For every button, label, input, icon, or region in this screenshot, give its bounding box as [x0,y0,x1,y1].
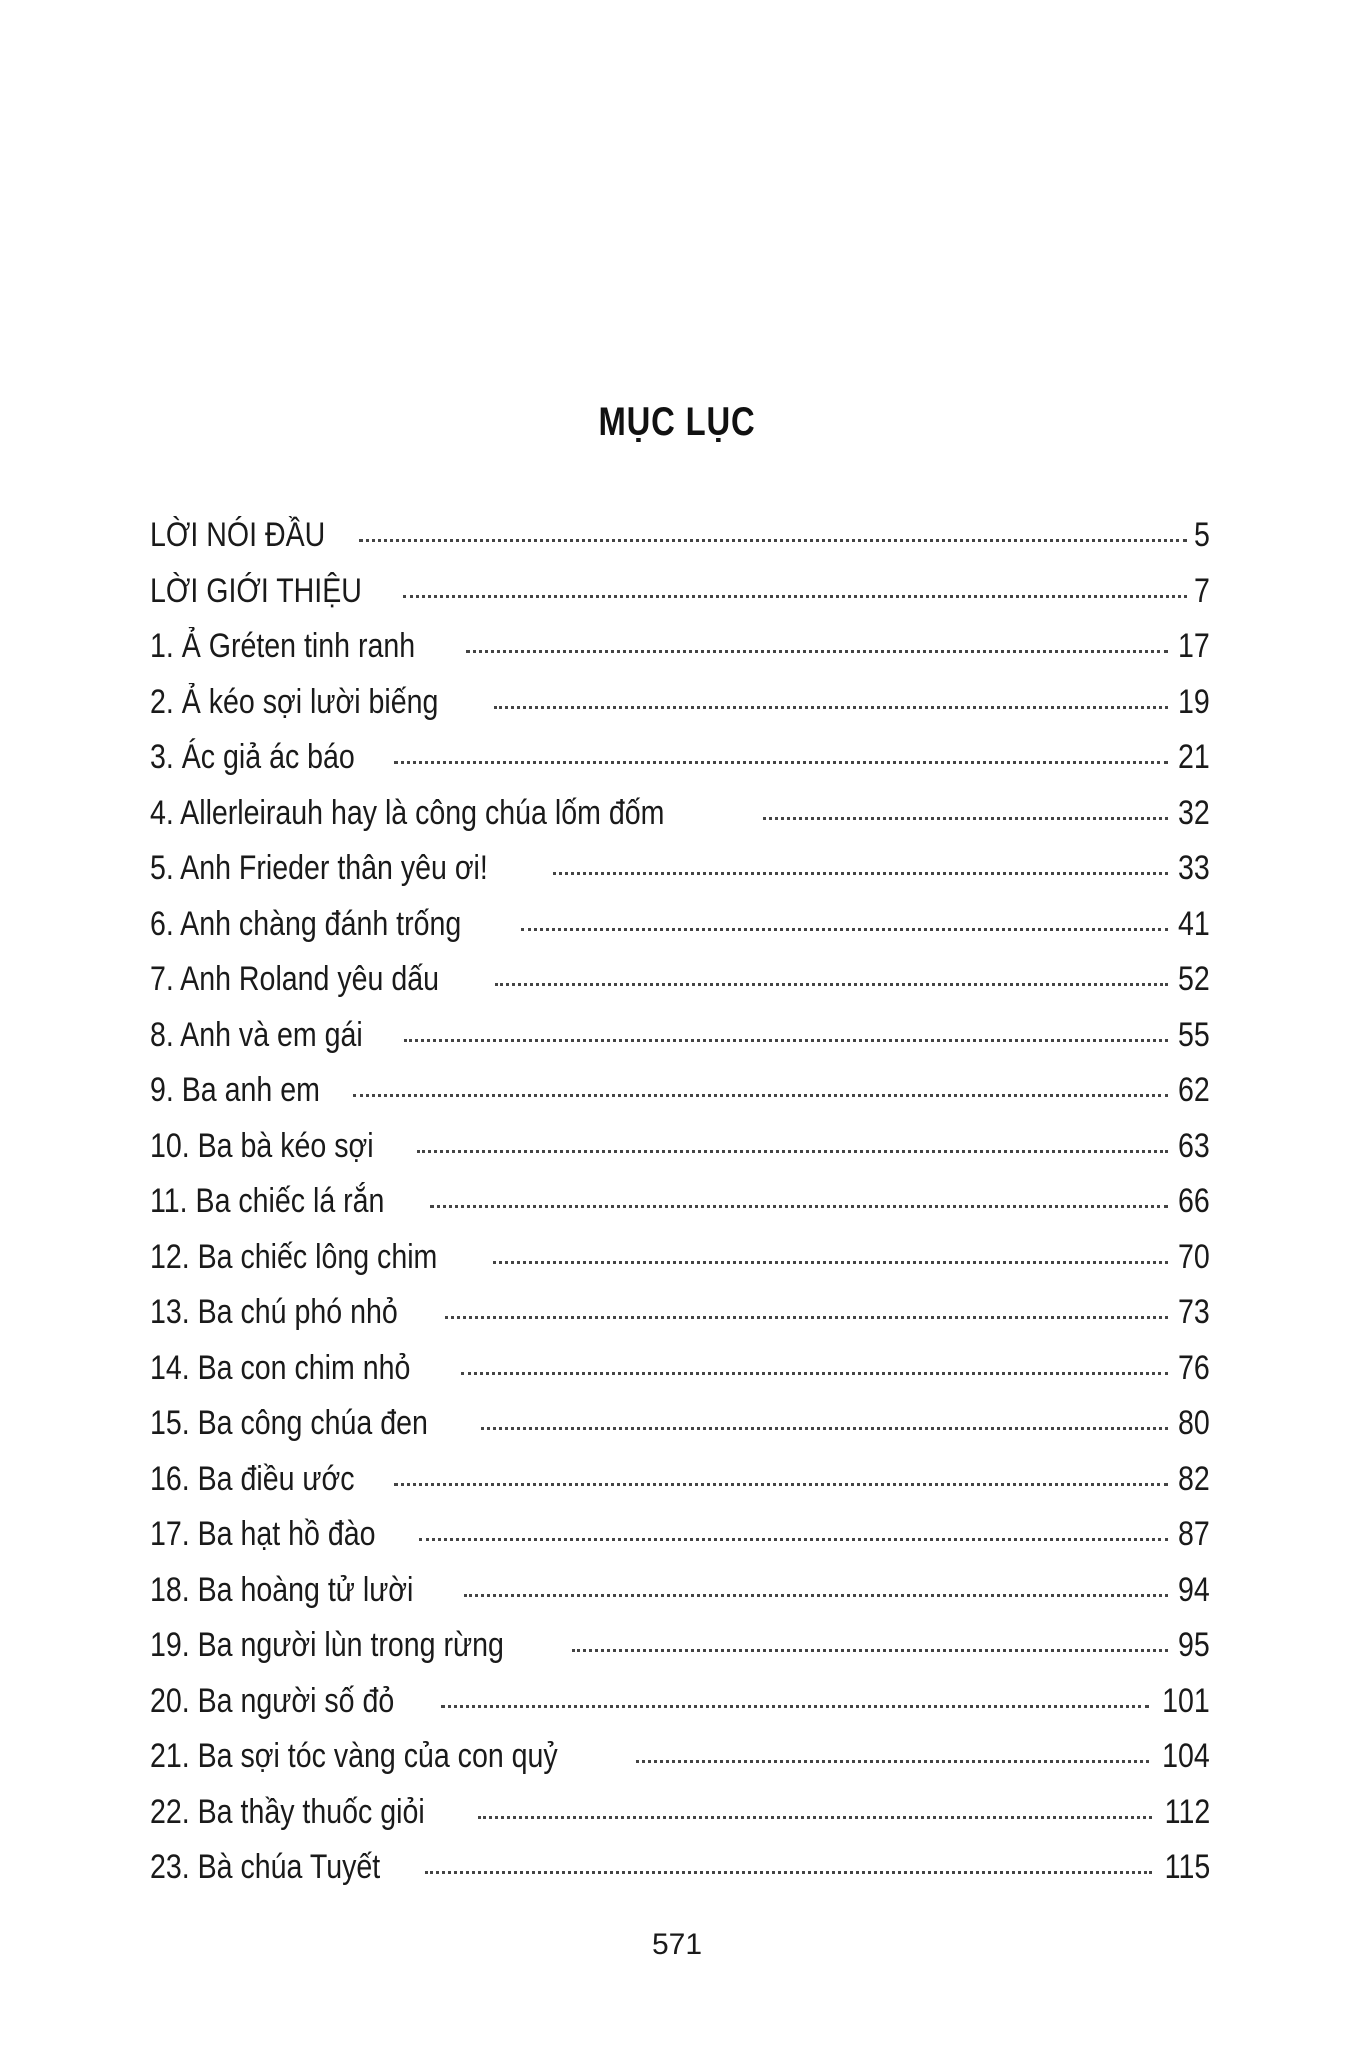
toc-entry-title-wrap [150,1063,347,1119]
toc-entry [150,841,1210,897]
toc-entry-title-wrap [150,619,460,675]
toc-entry-title-wrap [150,1618,566,1674]
toc-entry-page: 76 [1178,1348,1210,1387]
toc-entry-page: 112 [1164,1792,1210,1831]
toc-entry [150,786,1210,842]
toc-entry-page: 55 [1178,1015,1210,1054]
toc-entry-title: 10. Ba bà kéo sợi [150,1126,374,1165]
toc-entry-page: 21 [1178,738,1210,776]
toc-entry-title: 19. Ba người lùn trong rừng [150,1626,504,1664]
page-title: MỤC LỤC [598,400,756,444]
dot-leader [419,1538,1168,1541]
dot-leader [494,706,1168,709]
toc-entry-title-wrap [150,564,397,620]
toc-entry-title: 9. Ba anh em [150,1071,320,1109]
toc-entry [150,952,1210,1008]
toc-entry-page: 62 [1178,1071,1210,1109]
toc-entry-title: 6. Anh chàng đánh trống [150,904,462,943]
toc-entry-title: 3. Ác giả ác báo [150,738,355,776]
dot-leader [572,1649,1168,1652]
toc-entry-title: LỜI NÓI ĐẦU [150,516,326,554]
toc-entry-title-wrap [150,1174,424,1230]
toc-entry-page: 63 [1178,1126,1210,1165]
toc-entry-title: 21. Ba sợi tóc vàng của con quỷ [150,1737,558,1775]
table-of-contents [150,508,1210,1896]
dot-leader [461,1372,1169,1375]
toc-entry-page: 17 [1178,627,1210,665]
toc-entry [150,1396,1210,1452]
toc-entry-title-wrap [150,1674,435,1730]
toc-entry-title: 4. Allerleirauh hay là công chúa lốm đốm [150,793,665,832]
dot-leader [493,1261,1169,1264]
dot-leader [466,650,1168,653]
toc-entry-title-wrap [150,1008,398,1064]
toc-entry-title-wrap [150,675,488,731]
toc-entry [150,675,1210,731]
dot-leader [445,1316,1168,1319]
toc-entry-title: 11. Ba chiếc lá rắn [150,1182,385,1220]
toc-entry [150,1452,1210,1508]
dot-leader [403,595,1187,598]
toc-entry-title-wrap [150,1285,439,1341]
toc-entry-title: 13. Ba chú phó nhỏ [150,1293,398,1331]
toc-entry-title-wrap [150,1341,455,1397]
page-number: 571 [651,1928,703,1961]
toc-entry-title: 22. Ba thầy thuốc giỏi [150,1792,425,1831]
toc-entry-page: 32 [1178,793,1210,832]
dot-leader [441,1705,1149,1708]
toc-entry-title: 12. Ba chiếc lông chim [150,1237,438,1276]
dot-leader [636,1760,1149,1763]
toc-entry-page: 115 [1164,1848,1210,1886]
toc-entry-page: 19 [1178,682,1210,721]
toc-entry-title: 5. Anh Frieder thân yêu ơi! [150,849,488,887]
dot-leader [553,872,1168,875]
toc-entry-page: 101 [1162,1681,1210,1720]
toc-entry-title: 7. Anh Roland yêu dấu [150,960,440,998]
toc-entry-page: 95 [1178,1626,1210,1664]
toc-entry-page: 66 [1178,1182,1210,1220]
dot-leader [763,817,1168,820]
toc-entry [150,1230,1210,1286]
toc-entry [150,1119,1210,1175]
dot-leader [394,1483,1168,1486]
dot-leader [404,1039,1168,1042]
toc-entry [150,897,1210,953]
toc-entry-title: 1. Ả Gréten tinh ranh [150,627,416,665]
toc-entry-title: 2. Ả kéo sợi lười biếng [150,682,439,721]
toc-entry-title-wrap [150,952,489,1008]
toc-entry-title-wrap [150,841,547,897]
dot-leader [478,1816,1152,1819]
toc-entry [150,564,1210,620]
toc-entry [150,1507,1210,1563]
toc-entry-page: 104 [1162,1737,1210,1775]
toc-entry [150,1674,1210,1730]
toc-entry-title: 23. Bà chúa Tuyết [150,1848,381,1886]
toc-entry [150,1285,1210,1341]
toc-entry [150,1729,1210,1785]
toc-entry [150,730,1210,786]
toc-entry-page: 70 [1178,1237,1210,1276]
dot-leader [394,761,1168,764]
toc-entry-title-wrap [150,1452,388,1508]
toc-entry-title-wrap [150,1396,475,1452]
toc-entry-title-wrap [150,786,757,842]
dot-leader [495,983,1169,986]
toc-entry [150,1785,1210,1841]
toc-entry-title-wrap [150,730,388,786]
toc-entry-title: LỜI GIỚI THIỆU [150,571,362,610]
toc-entry-page: 82 [1178,1459,1210,1498]
dot-leader [417,1150,1168,1153]
toc-entry-page: 33 [1178,849,1210,887]
dot-leader [521,928,1168,931]
toc-entry-page: 7 [1194,571,1210,610]
dot-leader [359,539,1187,542]
toc-entry [150,508,1210,564]
toc-entry [150,1174,1210,1230]
toc-entry-title-wrap [150,1563,458,1619]
toc-entry-title-wrap [150,1729,630,1785]
toc-entry [150,1840,1210,1896]
toc-entry [150,1618,1210,1674]
dot-leader [353,1094,1168,1097]
toc-entry-title-wrap [150,1507,413,1563]
dot-leader [481,1427,1168,1430]
toc-entry-page: 94 [1178,1570,1210,1609]
dot-leader [425,1871,1152,1874]
toc-entry-title-wrap [150,897,515,953]
toc-entry-title: 20. Ba người số đỏ [150,1681,395,1720]
toc-entry-page: 87 [1178,1515,1210,1553]
toc-entry-page: 5 [1194,516,1210,554]
toc-entry [150,1341,1210,1397]
toc-entry-title-wrap [150,508,353,564]
dot-leader [430,1205,1169,1208]
toc-entry [150,1008,1210,1064]
toc-entry-title: 18. Ba hoàng tử lười [150,1570,414,1609]
toc-entry-page: 52 [1178,960,1210,998]
toc-entry-title: 17. Ba hạt hồ đào [150,1515,376,1553]
toc-entry-title-wrap [150,1119,411,1175]
toc-entry [150,1063,1210,1119]
toc-entry-title-wrap [150,1840,419,1896]
toc-entry-title: 15. Ba công chúa đen [150,1404,428,1442]
toc-entry-title-wrap [150,1785,472,1841]
toc-entry-title: 16. Ba điều ước [150,1459,355,1498]
toc-entry-title: 14. Ba con chim nhỏ [150,1348,411,1387]
toc-entry-title: 8. Anh và em gái [150,1015,363,1054]
toc-entry [150,1563,1210,1619]
toc-entry [150,619,1210,675]
toc-entry-title-wrap [150,1230,487,1286]
toc-entry-page: 73 [1178,1293,1210,1331]
toc-entry-page: 80 [1178,1404,1210,1442]
toc-entry-page: 41 [1178,904,1210,943]
dot-leader [464,1594,1168,1597]
